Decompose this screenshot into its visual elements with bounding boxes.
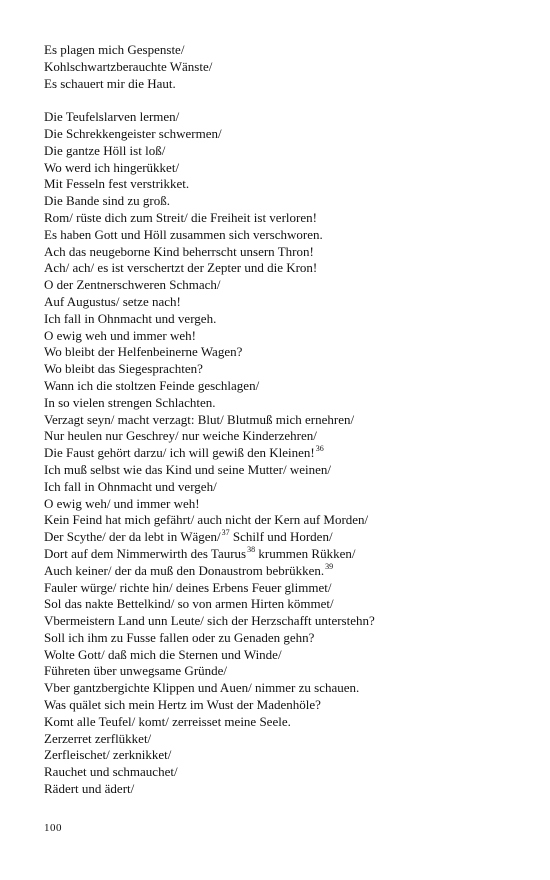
verse-line: Ich muß selbst wie das Kind und seine Mutter/ weinen/: [44, 461, 332, 477]
verse-line: Es schauert mir die Haut.: [44, 75, 176, 91]
verse-line: Fauler würge/ richte hin/ deines Erbens Feuer glimmet/: [44, 579, 332, 595]
verse-line: [44, 529, 514, 546]
verse-line: Vbermeistern Land unn Leute/ sich der Herzschafft unterstehn?: [44, 613, 375, 629]
verse-line: O der Zentnerschweren Schmach/: [44, 277, 221, 293]
verse-line: In so vielen strengen Schlachten.: [44, 394, 216, 410]
verse-line: Ich fall in Ohnmacht und vergeh.: [44, 310, 217, 326]
verse-line: Die Schrekkengeister schwermen/: [44, 125, 222, 141]
verse-line: Wann ich die stoltzen Feinde geschlagen/: [44, 377, 260, 393]
verse-line: Soll ich ihm zu Fusse fallen oder zu Genaden gehn?: [44, 629, 315, 645]
verse-text: Dort auf dem Nimmerwirth des Taurus: [44, 545, 247, 561]
verse-line: Mit Fesseln fest verstrikket.: [44, 176, 190, 192]
verse-line: Sol das nakte Bettelkind/ so von armen Hirten kömmet/: [44, 596, 334, 612]
verse-text: Der Scythe/ der da lebt in Wägen/: [44, 529, 221, 545]
verse-line: Es haben Gott und Höll zusammen sich verschworen.: [44, 226, 323, 242]
verse-line: Was quälet sich mein Hertz im Wust der Madenhöle?: [44, 697, 321, 713]
footnote-marker[interactable]: 38: [247, 544, 256, 554]
verse-line: Wo bleibt der Helfenbeinerne Wagen?: [44, 344, 243, 360]
footnote-marker[interactable]: 39: [325, 561, 334, 571]
verse-line: Vber gantzbergichte Klippen und Auen/ nimmer zu schauen.: [44, 680, 360, 696]
page-number: 100: [44, 822, 62, 834]
verse-line: Verzagt seyn/ macht verzagt: Blut/ Blutmuß mich ernehren/: [44, 411, 355, 427]
verse-line: Die Teufelslarven lermen/: [44, 109, 180, 125]
verse-line: Rauchet und schmauchet/: [44, 764, 178, 780]
verse-line: Zerzerret zerflükket/: [44, 730, 152, 746]
verse-line: [44, 563, 514, 580]
verse-line: Komt alle Teufel/ komt/ zerreisset meine Seele.: [44, 713, 291, 729]
stanza: [44, 109, 514, 798]
verse-line: [44, 546, 514, 563]
verse-line: Wo werd ich hingerükket/: [44, 159, 180, 175]
verse-text: Die Faust gehört darzu/ ich will gewiß den Kleinen!: [44, 445, 315, 461]
verse-line: Ach das neugeborne Kind beherrscht unsern Thron!: [44, 243, 314, 259]
verse-line: Ich fall in Ohnmacht und vergeh/: [44, 478, 217, 494]
verse-line: Wolte Gott/ daß mich die Sternen und Winde/: [44, 646, 282, 662]
verse-line: Kein Feind hat mich gefährt/ auch nicht der Kern auf Morden/: [44, 512, 369, 528]
verse-line: Ach/ ach/ es ist verschertzt der Zepter und die Kron!: [44, 260, 318, 276]
verse-line: Kohlschwartzberauchte Wänste/: [44, 58, 213, 74]
verse-line: Nur heulen nur Geschrey/ nur weiche Kinderzehren/: [44, 428, 317, 444]
verse-line: Zerfleischet/ zerknikket/: [44, 747, 172, 763]
verse-text: Auch keiner/ der da muß den Donaustrom bebrükken.: [44, 562, 325, 578]
verse-line: Es plagen mich Gespenste/: [44, 42, 185, 57]
footnote-marker[interactable]: 37: [221, 528, 230, 538]
verse-line: O ewig weh und immer weh!: [44, 327, 196, 343]
footnote-marker[interactable]: 36: [315, 444, 324, 454]
stanza-break: [44, 92, 514, 109]
verse-line: O ewig weh/ und immer weh!: [44, 495, 200, 511]
verse-line: Die gantze Höll ist loß/: [44, 142, 166, 158]
verse-line: Führeten über unwegsame Gründe/: [44, 663, 228, 679]
poem-text: [44, 42, 514, 798]
verse-line: Rädert und ädert/: [44, 781, 135, 797]
verse-text: Schilf und Horden/: [229, 529, 333, 545]
verse-line: Die Bande sind zu groß.: [44, 193, 171, 209]
stanza: [44, 42, 514, 92]
verse-line: Auf Augustus/ setze nach!: [44, 293, 181, 309]
verse-line: Rom/ rüste dich zum Streit/ die Freiheit ist verloren!: [44, 209, 317, 225]
verse-line: Wo bleibt das Siegesprachten?: [44, 361, 203, 377]
verse-text: krummen Rükken/: [255, 545, 356, 561]
verse-line: [44, 445, 514, 462]
